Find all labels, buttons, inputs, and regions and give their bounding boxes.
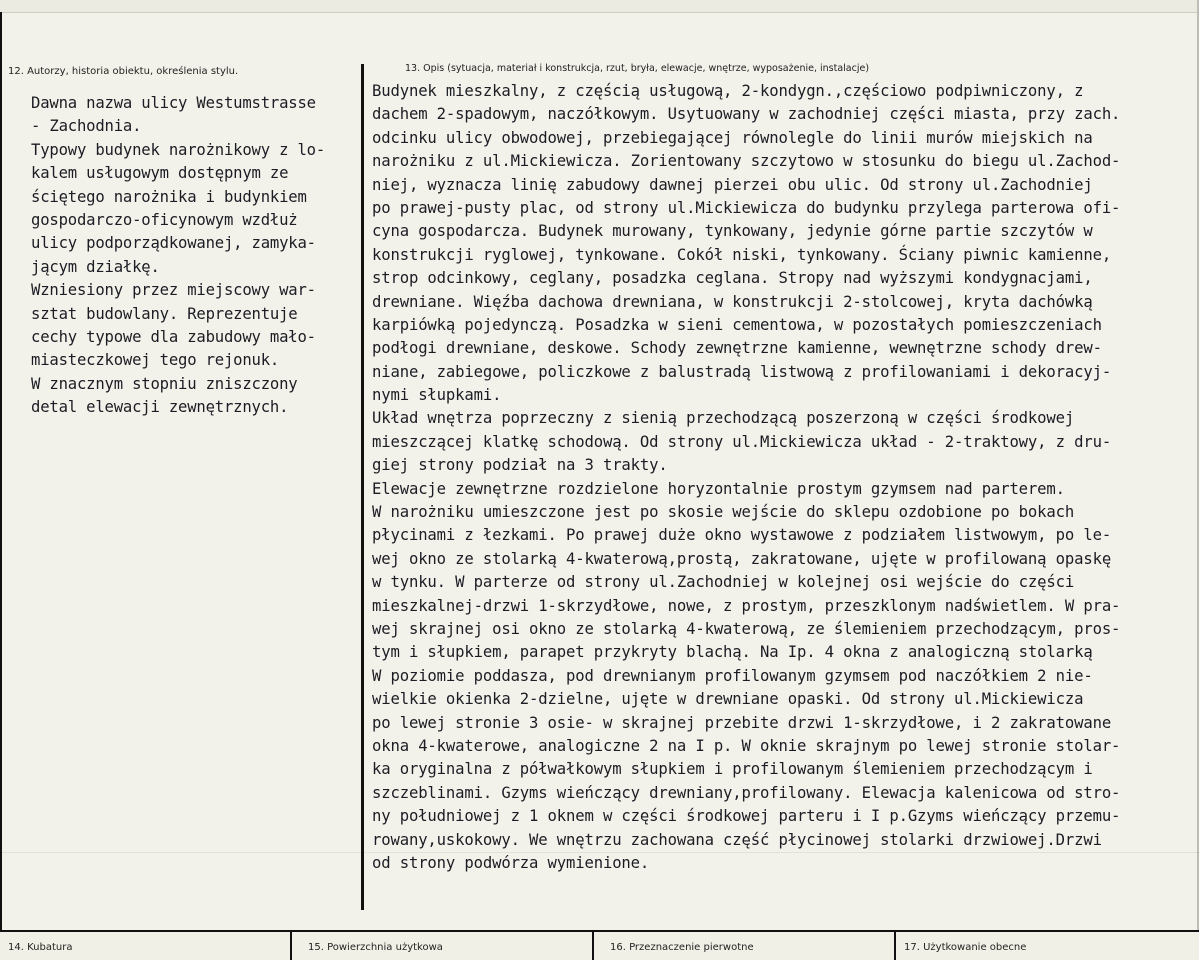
field-15-label: 15. Powierzchnia użytkowa (308, 942, 443, 953)
text-line: W poziomie poddasza, pod drewnianym profilowanym gzymsem pod naczółkiem 2 nie- (372, 666, 1093, 685)
text-line: mieszkalnej-drzwi 1-skrzydłowe, nowe, z prostym, przeszklonym nadświetlem. W pra- (372, 596, 1121, 615)
text-line: dachem 2-spadowym, naczółkowym. Usytuowany w zachodniej części miasta, przy zach. (372, 105, 1121, 124)
text-line: giej strony podział na 3 trakty. (372, 456, 668, 475)
text-line: mieszczącej klatkę schodową. Od strony ul.Mickiewicza układ - 2-traktowy, z dru- (372, 432, 1112, 451)
field-13-label: 13. Opis (sytuacja, materiał i konstrukcja, rzut, bryła, elewacje, wnętrze, wyposażenie, instalacje) (405, 63, 870, 74)
text-line: od strony podwórza wymienione. (372, 853, 650, 872)
description-text-column (372, 80, 1197, 875)
bottom-fields-row (0, 930, 1199, 960)
field-16-label: 16. Przeznaczenie pierwotne (610, 942, 754, 953)
text-line: cyna gospodarcza. Budynek murowany, tynkowany, jedynie górne partie szczytów w (372, 222, 1093, 241)
history-text-column (31, 92, 356, 419)
text-line: sztat budowlany. Reprezentuje (31, 304, 298, 323)
text-line: W narożniku umieszczone jest po skosie wejście do sklepu ozdobione po bokach (372, 503, 1075, 522)
field-16-cell (594, 932, 894, 960)
text-line: ściętego narożnika i budynkiem (31, 187, 307, 206)
text-line: wej okno ze stolarką 4-kwaterową,prostą, zakratowane, ujęte w profilowaną opaskę (372, 549, 1112, 568)
text-line: - Zachodnia. (31, 117, 142, 136)
field-14-label: 14. Kubatura (8, 942, 73, 953)
text-line: niane, zabiegowe, policzkowe z balustradą listwową z profilowaniami i dekoracyj- (372, 362, 1112, 381)
text-line: rowany,uskokowy. We wnętrzu zachowana część płycinowej stolarki drzwiowej.Drzwi (372, 830, 1102, 849)
text-line: odcinku ulicy obwodowej, przebiegającej równolegle do linii murów miejskich na (372, 128, 1093, 147)
text-line: karpiówką pojedynczą. Posadzka w sieni cementowa, w pozostałych pomieszczeniach (372, 315, 1102, 334)
field-17-label: 17. Użytkowanie obecne (904, 942, 1027, 953)
text-line: podłogi drewniane, deskowe. Schody zewnętrzne kamienne, wewnętrzne schody drew- (372, 339, 1102, 358)
text-line: ka oryginalna z półwałkowym słupkiem i profilowanym ślemieniem przechodzącym i (372, 760, 1093, 779)
text-line: wielkie okienka 2-dzielne, ujęte w drewniane opaski. Od strony ul.Mickiewicza (372, 690, 1084, 709)
text-line: okna 4-kwaterowe, analogiczne 2 na I p. W oknie skrajnym po lewej stronie stolar- (372, 736, 1121, 755)
text-line: drewniane. Więźba dachowa drewniana, w konstrukcji 2-stolcowej, kryta dachówką (372, 292, 1093, 311)
text-line: Elewacje zewnętrzne rozdzielone horyzontalnie prostym gzymsem nad parterem. (372, 479, 1065, 498)
text-line: niej, wyznacza linię zabudowy dawnej pierzei obu ulic. Od strony ul.Zachodniej (372, 175, 1093, 194)
text-line: Typowy budynek narożnikowy z lo- (31, 140, 326, 159)
paper-top-edge (0, 0, 1199, 13)
column-divider (361, 64, 364, 910)
text-line: jącym działkę. (31, 257, 160, 276)
text-line: ny południowej z 1 oknem w części środkowej parteru i I p.Gzyms wieńczący przemu- (372, 807, 1121, 826)
text-line: w tynku. W parterze od strony ul.Zachodniej w kolejnej osi wejście do części (372, 573, 1075, 592)
text-line: Budynek mieszkalny, z częścią usługową, 2-kondygn.,częściowo podpiwniczony, z (372, 82, 1084, 100)
text-line: detal elewacji zewnętrznych. (31, 398, 289, 417)
form-left-border (0, 12, 2, 947)
text-line: narożniku z ul.Mickiewicza. Zorientowany szczytowo w stosunku do biegu ul.Zachod- (372, 152, 1121, 171)
field-14-cell (0, 932, 290, 960)
field-12-label: 12. Autorzy, historia obiektu, określenia stylu. (8, 66, 239, 77)
text-line: Dawna nazwa ulicy Westumstrasse (31, 94, 316, 112)
text-line: cechy typowe dla zabudowy mało- (31, 327, 316, 346)
text-line: nymi słupkami. (372, 386, 502, 405)
field-17-cell (896, 932, 1199, 960)
text-line: po prawej-pusty plac, od strony ul.Mickiewicza do budynku przylega parterowa ofi- (372, 198, 1121, 217)
text-line: strop odcinkowy, ceglany, posadzka ceglana. Stropy nad wyższymi kondygnacjami, (372, 269, 1093, 288)
text-line: ulicy podporządkowanej, zamyka- (31, 234, 316, 253)
text-line: tym i słupkiem, parapet przykryty blachą. Na Ip. 4 okna z analogiczną stolarką (372, 643, 1093, 662)
text-line: Układ wnętrza poprzeczny z sienią przechodzącą poszerzoną w części środkowej (372, 409, 1075, 428)
field-15-cell (292, 932, 592, 960)
text-line: po lewej stronie 3 osie- w skrajnej przebite drzwi 1-skrzydłowe, i 2 zakratowane (372, 713, 1112, 732)
text-line: gospodarczo-oficynowym wzdłuż (31, 210, 298, 229)
text-line: płycinami z łezkami. Po prawej duże okno wystawowe z podziałem listwowym, po le- (372, 526, 1112, 545)
text-line: W znacznym stopniu zniszczony (31, 374, 298, 393)
text-line: wej skrajnej osi okno ze stolarką 4-kwaterową, ze ślemieniem przechodzącym, pros- (372, 619, 1121, 638)
text-line: konstrukcji ryglowej, tynkowane. Cokół niski, tynkowany. Ściany piwnic kamienne, (372, 245, 1112, 264)
text-line: Wzniesiony przez miejscowy war- (31, 281, 316, 300)
text-line: miasteczkowej tego rejonuk. (31, 351, 280, 370)
text-line: kalem usługowym dostępnym ze (31, 164, 289, 183)
text-line: szczeblinami. Gzyms wieńczący drewniany,profilowany. Elewacja kalenicowa od stro- (372, 783, 1121, 802)
